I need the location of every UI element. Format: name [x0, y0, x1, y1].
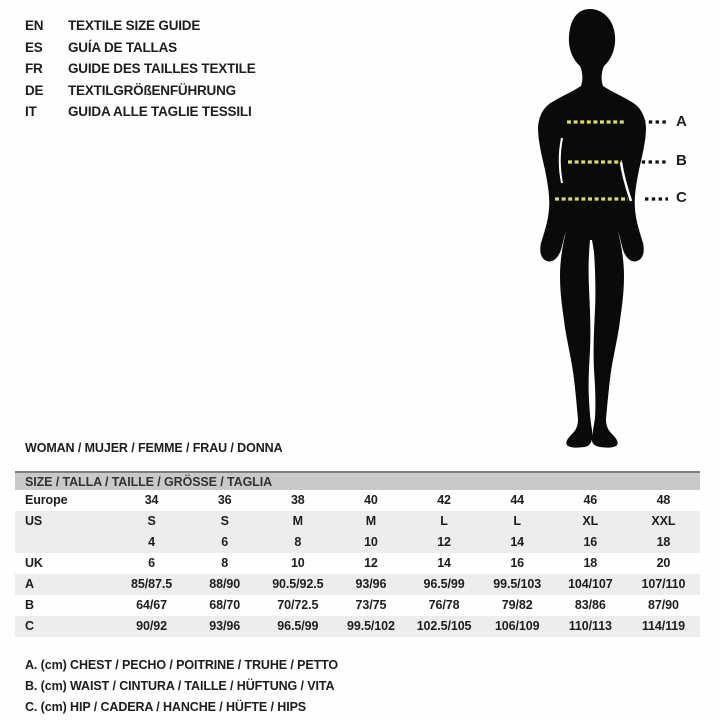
cell: XXL: [651, 514, 676, 528]
cell: 110/113: [568, 619, 612, 633]
cell: 93/96: [209, 619, 241, 633]
cell: 12: [437, 535, 451, 549]
cell: 38: [290, 493, 305, 507]
language-code: IT: [25, 104, 37, 120]
section-title-woman: WOMAN / MUJER / FEMME / FRAU / DONNA: [25, 441, 283, 455]
legend-line-chest: A. (cm) CHEST / PECHO / POITRINE / TRUHE / PETTO: [25, 658, 339, 672]
language-code: EN: [25, 18, 44, 33]
cell: 79/82: [501, 598, 533, 612]
cell: 107/110: [641, 577, 686, 591]
cell: XL: [582, 514, 599, 528]
table-row-chest-a: [15, 574, 700, 595]
table-row-uk: [15, 553, 700, 574]
row-label: Europe: [25, 493, 68, 507]
cell: 106/109: [494, 619, 540, 633]
language-label: GUIDE DES TAILLES TEXTILE: [68, 61, 256, 77]
language-title-list: [25, 15, 256, 123]
language-label: GUIDA ALLE TAGLIE TESSILI: [68, 104, 252, 120]
row-label: [15, 532, 115, 553]
row-label: C: [25, 619, 34, 633]
size-table: [15, 471, 700, 637]
cell: 36: [217, 493, 232, 507]
measurement-legend: [25, 655, 338, 718]
legend-line-waist: B. (cm) WAIST / CINTURA / TAILLE / HÜFTUNG / VITA: [25, 679, 335, 693]
cell: 12: [364, 556, 378, 570]
legend-line-hip: C. (cm) HIP / CADERA / HANCHE / HÜFTE / HIPS: [25, 700, 307, 714]
table-row-us-numeric: [15, 532, 700, 553]
cell: 46: [583, 493, 598, 507]
woman-silhouette-shape: [538, 9, 646, 448]
language-label: TEXTILGRÖßENFÜHRUNG: [68, 82, 236, 98]
marker-label-c: C: [676, 189, 687, 206]
cell: 85/87.5: [131, 577, 173, 591]
language-label: TEXTILE SIZE GUIDE: [68, 18, 201, 33]
cell: 18: [656, 535, 671, 549]
cell: 90/92: [136, 619, 167, 633]
cell: 8: [221, 556, 229, 570]
language-row-es: [25, 37, 256, 59]
cell: S: [147, 514, 156, 528]
language-row-de: [25, 80, 256, 102]
cell: 44: [510, 493, 525, 507]
cell: 10: [364, 535, 378, 549]
cell: 104/107: [568, 577, 613, 591]
cell: 88/90: [209, 577, 241, 591]
cell: 18: [583, 556, 598, 570]
cell: 16: [510, 556, 525, 570]
cell: 4: [148, 535, 155, 549]
cell: 73/75: [355, 598, 387, 612]
language-row-en: [25, 15, 256, 37]
language-code: ES: [25, 39, 43, 55]
cell: 99.5/103: [493, 577, 542, 591]
cell: L: [440, 514, 448, 528]
cell: 42: [437, 493, 451, 507]
cell: 93/96: [355, 577, 387, 591]
cell: 16: [583, 535, 598, 549]
language-row-fr: [25, 58, 256, 80]
cell: M: [292, 514, 303, 528]
cell: 83/86: [574, 598, 606, 612]
cell: 10: [290, 556, 305, 570]
cell: 87/90: [648, 598, 679, 612]
cell: 76/78: [428, 598, 460, 612]
language-row-it: [25, 101, 256, 123]
cell: 20: [656, 556, 671, 570]
table-row-waist-b: [15, 595, 700, 616]
cell: L: [513, 514, 521, 528]
size-table-header: SIZE / TALLA / TAILLE / GRÖSSE / TAGLIA: [15, 471, 700, 490]
cell: 70/72.5: [277, 598, 319, 612]
cell: 114/119: [641, 619, 685, 633]
language-code: FR: [25, 61, 43, 77]
cell: 96.5/99: [423, 577, 465, 591]
table-row-hip-c: [15, 616, 700, 637]
row-label: A: [25, 577, 34, 591]
cell: 6: [148, 556, 155, 570]
cell: 68/70: [209, 598, 241, 612]
cell: 8: [294, 535, 302, 549]
row-label: UK: [25, 556, 43, 570]
cell: M: [365, 514, 377, 528]
cell: 34: [144, 493, 159, 507]
table-row-us: [15, 511, 700, 532]
cell: 14: [437, 556, 451, 570]
row-label: US: [25, 514, 43, 528]
language-label: GUÍA DE TALLAS: [68, 39, 177, 55]
cell: 96.5/99: [277, 619, 319, 633]
woman-silhouette-illustration: [500, 0, 715, 460]
cell: 40: [364, 493, 378, 507]
marker-label-a: A: [676, 113, 687, 130]
row-label: B: [25, 598, 34, 612]
marker-label-b: B: [676, 152, 687, 169]
cell: 102.5/105: [416, 619, 472, 633]
language-code: DE: [25, 82, 44, 98]
cell: 90.5/92.5: [272, 577, 324, 591]
table-row-europe: [15, 490, 700, 511]
cell: 48: [656, 493, 671, 507]
measurement-figure: [500, 0, 715, 460]
cell: 6: [221, 535, 229, 549]
cell: 14: [510, 535, 525, 549]
cell: 99.5/102: [347, 619, 395, 633]
cell: S: [220, 514, 229, 528]
cell: 64/67: [136, 598, 167, 612]
